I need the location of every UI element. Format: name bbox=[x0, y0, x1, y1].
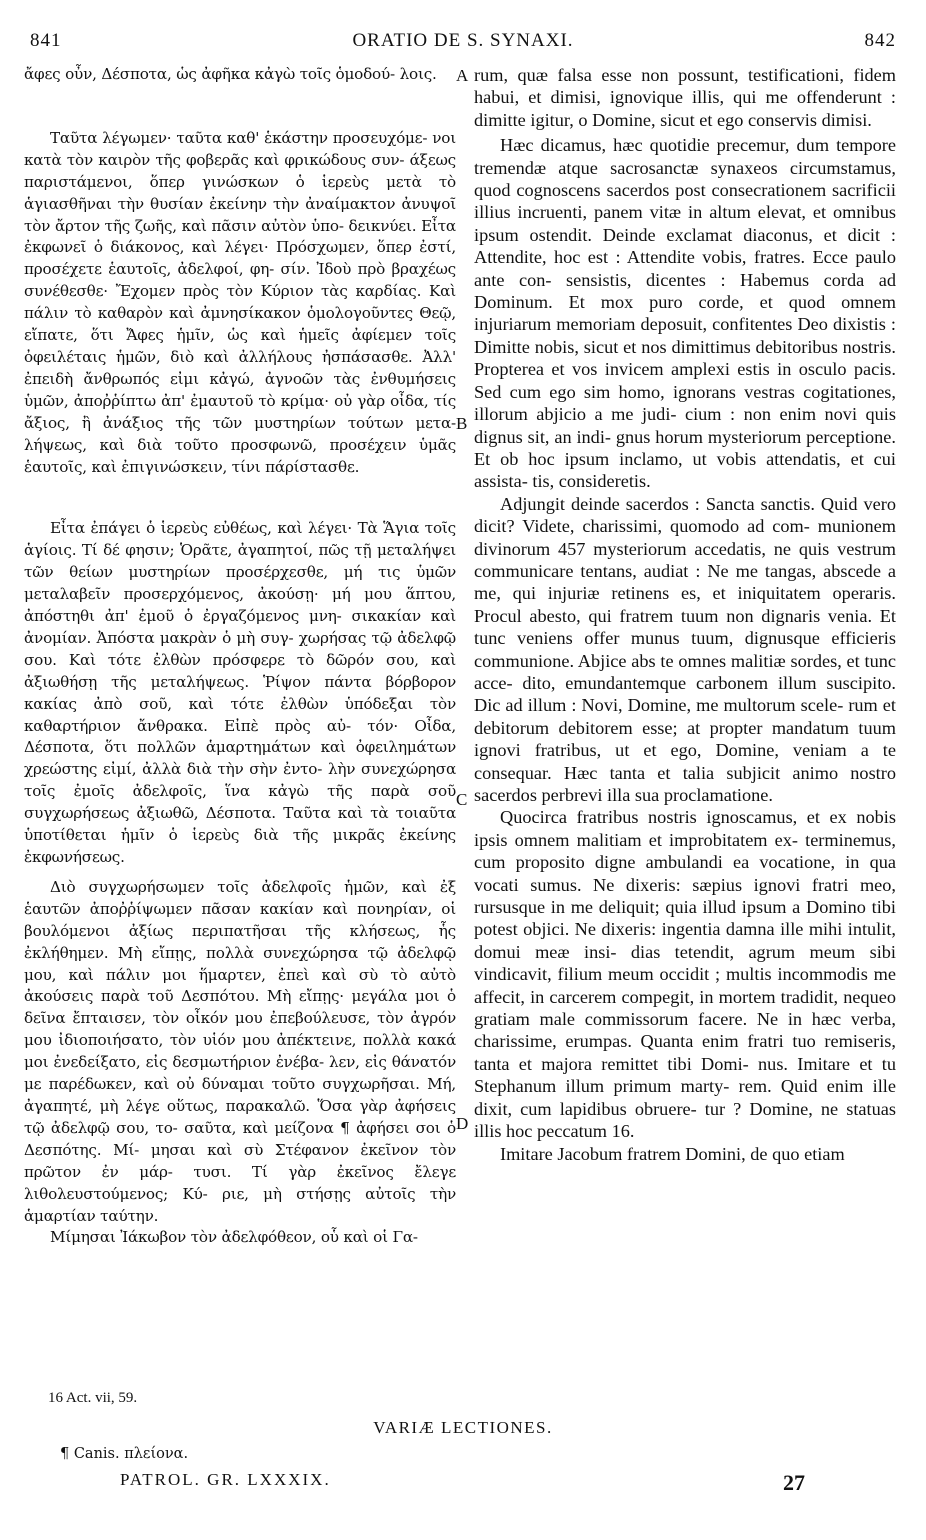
footnote: 16 Act. vii, 59. bbox=[48, 1390, 138, 1406]
greek-paragraph: Ταῦτα λέγωμεν· ταῦτα καθ' ἑκάστην προσευχόμε- νοι κατὰ τὸν καιρὸν τῆς φοβερᾶς καὶ φρικώδους συν- άξεως παριστάμενοι, ὅπερ γινώσκων ὁ ἱερεὺς μετὰ τὸ ἁγιασθῆναι τὴν θυσίαν ἐκείνην τὴν ἀναίμακτον ἀνυψοῖ τὸν ἄρτον τῆς ζωῆς, καὶ πᾶσιν αὐτὸν ὑπο- δεικνύει. Εἶτα ἐκφωνεῖ ὁ διάκονος, καὶ λέγει· Πρόσχωμεν, ὅπερ ἐστί, προσέχετε ἑαυτοῖς, ἀδελφοί, φη- σίν. Ἰδοὺ πρὸ βραχέως συνέθεσθε· Ἔχομεν πρὸς τὸν Κύριον τὰς καρδίας. Καὶ πάλιν τὸ καθαρὸν καὶ ἀμνησίκακον ὁμολογοῦντες Θεῷ, εἴπατε, ὅτι Ἄφες ἡμῖν, ὡς καὶ ἡμεῖς ἀφίεμεν τοῖς ὀφειλέταις ἡμῶν, διὸ καὶ ἀλλήλους ἠσπάσασθε. Ἀλλ' ἐπειδὴ ἄνθρωπός εἰμι κἀγώ, ἀγνοῶν τὰς ἐνθυμήσεις ὑμῶν, ἀποῤῥίπτω ἀπ' ἐμαυτοῦ τὸ κρίμα· οὐ γὰρ οἶδα, τίς ἄξιος, ἢ ἀνάξιος τῆς τῶν μυστηρίων τούτων μετα- λήψεως, καὶ διὰ τοῦτο προσφωνῶ, προσέχειν ὑμᾶς ἑαυτοῖς, καὶ ἐπιγινώσκειν, τίνι πάρίστασθε. bbox=[24, 128, 456, 476]
greek-paragraph: ἄφες οὖν, Δέσποτα, ὡς ἀφῆκα κἀγὼ τοῖς ὁμοδού- λοις. bbox=[24, 65, 437, 83]
greek-paragraph: Μίμησαι Ἰάκωβον τὸν ἀδελφόθεον, οὗ καὶ οἱ Γα- bbox=[50, 1228, 418, 1247]
latin-paragraph: Hæc dicamus, hæc quotidie precemur, dum tempore tremendæ atque sacrosanctæ synaxeos circumstamus, quod cognoscens sacerdos post consecrationem sacrificii illius incruenti, panem vitæ in altum elevat, et omnibus ipsum ostendit. Deinde exclamat diaconus, et dicit : Attendite, hoc est : Attendite vobis, fratres. Ecce paulo ante con- sensistis, dicentes : Habemus corda ad Dominum. Et mox puro corde, et quod omnem injuriarum memoriam deposuit, confitentes Deo dixistis : Dimitte nobis, sicut et nos dimittimus debitoribus nostris. Propterea et vos invicem amplexi estis in osculo pacis. Sed cum ego sim homo, ignorans vestras cogitationes, illorum abjicio a me judi- cium : non enim novi quis dignus sit, an indi- gnus horum mysteriorum perceptione. Et ob hoc ipsum inclamo, ut vobis attendatis, et cui assista- tis, consideretis. bbox=[474, 135, 896, 492]
margin-letter-a: A bbox=[456, 66, 469, 85]
variae-lectiones-heading: VARIÆ LECTIONES. bbox=[373, 1418, 553, 1437]
margin-letter-c: C bbox=[456, 790, 468, 809]
page-number-right: 842 bbox=[864, 30, 896, 51]
latin-paragraph: Quocirca fratribus nostris ignoscamus, et ex nobis ipsis omnem malitiam et improbitatem ex- terminemus, cum proposito digne ambulandi ea vocatione, in qua vocati sumus. Ne dixeris: sæpius ignovi fratri meo, rursusque in me deliquit; quia illud ipsum a Domino tibi potest objici. Ne dixeris: ingentia damna ille mihi intulit, domui meæ insi- dias tetendit, agrum meum sibi vindicavit, filium meum occidit ; multis incommodis me affecit, in carcerem compegit, in mortem tradidit, nequeo gratiam male commissorum facere. Ne in hæc verba, charissime, erumpas. Quanta enim fratri tuo remiseris, tanta et majora remittet tibi Domi- nus. Imitare et tu Stephanum illum primum marty- rem. Quid enim ille dixit, cum lapidibus obruere- tur ? Domine, ne statuas illis hoc peccatum 16. bbox=[474, 807, 896, 1142]
latin-paragraph: rum, quæ falsa esse non possunt, testificationi, fidem habui, et dimisi, ignovique illis, qui me offenderunt : dimitte igitur, o Domine, sicut et ego conservis dimisi. bbox=[474, 65, 896, 130]
running-header bbox=[30, 30, 896, 60]
latin-paragraph: Imitare Jacobum fratrem Domini, de quo etiam bbox=[500, 1143, 845, 1164]
running-title: ORATIO DE S. SYNAXI. bbox=[352, 30, 574, 51]
greek-paragraph: Διὸ συγχωρήσωμεν τοῖς ἀδελφοῖς ἡμῶν, καὶ ἐξ ἑαυτῶν ἀποῤῥίψωμεν πᾶσαν κακίαν καὶ πονηρίαν, οἱ βουλόμενοι ἀξίως περιπατῆσαι τῆς κλήσεως, ἧς ἐκλήθημεν. Μὴ εἴπῃς, πολλὰ συνεχώρησα τῷ ἀδελφῷ μου, καὶ πάλιν μοι ἥμαρτεν, ἐπεὶ καὶ σὺ τὸ αὐτὸ ἀκούσεις παρὰ τοῦ Δεσπότου. Μὴ εἴπῃς· μεγάλα μοι ὁ δεῖνα ἔπταισεν, τὸν οἶκόν μου ἐπεβούλευσε, τὸν ἀγρόν μου ἰδιοποιήσατο, τὸν υἱόν μου ἀπέκτεινε, πολλὰ κακά μοι ἐνεδείξατο, εἰς δεσμωτήριον ἐνέβα- λεν, εἰς θάνατόν με παρέδωκεν, καὶ οὐ δύναμαι τοῦτο συγχωρῆσαι. Μή, ἀγαπητέ, μὴ λέγε οὕτως, παρακαλῶ. Ὅσα γὰρ ἀφήσεις τῷ ἀδελφῷ σου, το- σαῦτα, καὶ μείζονα ¶ ἀφήσει σοι ὁ Δεσπότης. Μί- μησαι καὶ σὺ Στέφανον ἐκεῖνον τὸν πρῶτον ἐν μάρ- τυσι. Τί γὰρ ἐκεῖνος ἔλεγε λιθολευστούμενος; Κύ- ριε, μὴ στήσῃς αὐτοῖς τὴν ἁμαρτίαν ταύτην. bbox=[24, 877, 456, 1225]
greek-paragraph: Εἶτα ἐπάγει ὁ ἱερεὺς εὐθέως, καὶ λέγει· Τὰ Ἅγια τοῖς ἁγίοις. Τί δέ φησιν; Ὁρᾶτε, ἀγαπητοί, πῶς τῇ μεταλήψει τῶν θείων μυστηρίων προσέρχεσθε, μή τις ὑμῶν μεταλαβεῖν προσερχόμενος, ἀκούσῃ· μή μου ἅπτου, ἀπόστηθι ἀπ' ἐμοῦ ὁ ἐργαζόμενος μνη- σικακίαν καὶ ἀνομίαν. Ἀπόστα μακρὰν ὁ μὴ συγ- χωρήσας τῷ ἀδελφῷ σου. Καὶ τότε ἐλθὼν πρόσφερε τὸ δῶρόν σου, καὶ ἀξιωθήσῃ τῆς μεταλήψεως. Ῥίψον πάντα βόρβορον κακίας ἀπὸ σοῦ, καὶ τότε ἐλθὼν ὑπόδεξαι τὸν καθαρτήριον ἄνθρακα. Εἰπὲ πρὸς αὐ- τόν· Οἶδα, Δέσποτα, ὅτι πολλῶν ἁμαρτημάτων καὶ ὀφειλημάτων χρεώστης εἰμί, ἀλλὰ διὰ τὴν σὴν ἐντο- λὴν συνεχώρησα τοῖς ἐμοῖς ἀδελφοῖς, ἵνα κἀγὼ τῆς παρὰ σοῦ συγχωρήσεως ἀξιωθῶ, Δέσποτα. Ταῦτα καὶ τὰ τοιαῦτα ὑποτίθεται ἡμῖν ὁ ἱερεὺς διὰ τῆς μικρᾶς ἐκείνης ἐκφωνήσεως. bbox=[24, 519, 456, 866]
patrologia-signature-line: PATROL. GR. LXXXIX. bbox=[120, 1470, 331, 1489]
margin-letter-b: B bbox=[456, 414, 468, 433]
greek-column bbox=[24, 64, 456, 1249]
margin-letter-d: D bbox=[456, 1114, 469, 1133]
page-number-left: 841 bbox=[30, 30, 62, 51]
gathering-signature: 27 bbox=[783, 1470, 805, 1495]
latin-paragraph: Adjungit deinde sacerdos : Sancta sanctis. Quid vero dicit? Videte, charissimi, quomodo ad com- munionem divinorum 457 mysteriorum accedatis, ne quis vestrum communicare tentans, audiat : Ne me tangas, abscede a me, qui injuriæ retinens es, et iniquitatem operaris. Procul abesto, qui fratrem tuum non dignaris venia. Et tunc veniens offer munus tuum, dignusque efficieris communione. Abjice abs te omnes malitiæ sordes, et tunc acce- dito, emundantemque carbonem illum suscipito. Dic ad illum : Novi, Domine, me multorum scele- rum et debitorum debitorem esse; at propter mandatum tuum ignovi fratribus, ut et ego, Domine, veniam a te consequar. Hæc tanta et talia subjicit animo nostro sacerdos perbrevi illa sua proclamatione. bbox=[474, 493, 896, 805]
variant-note: ¶ Canis. πλείονα. bbox=[60, 1446, 189, 1462]
latin-column bbox=[474, 64, 896, 1165]
